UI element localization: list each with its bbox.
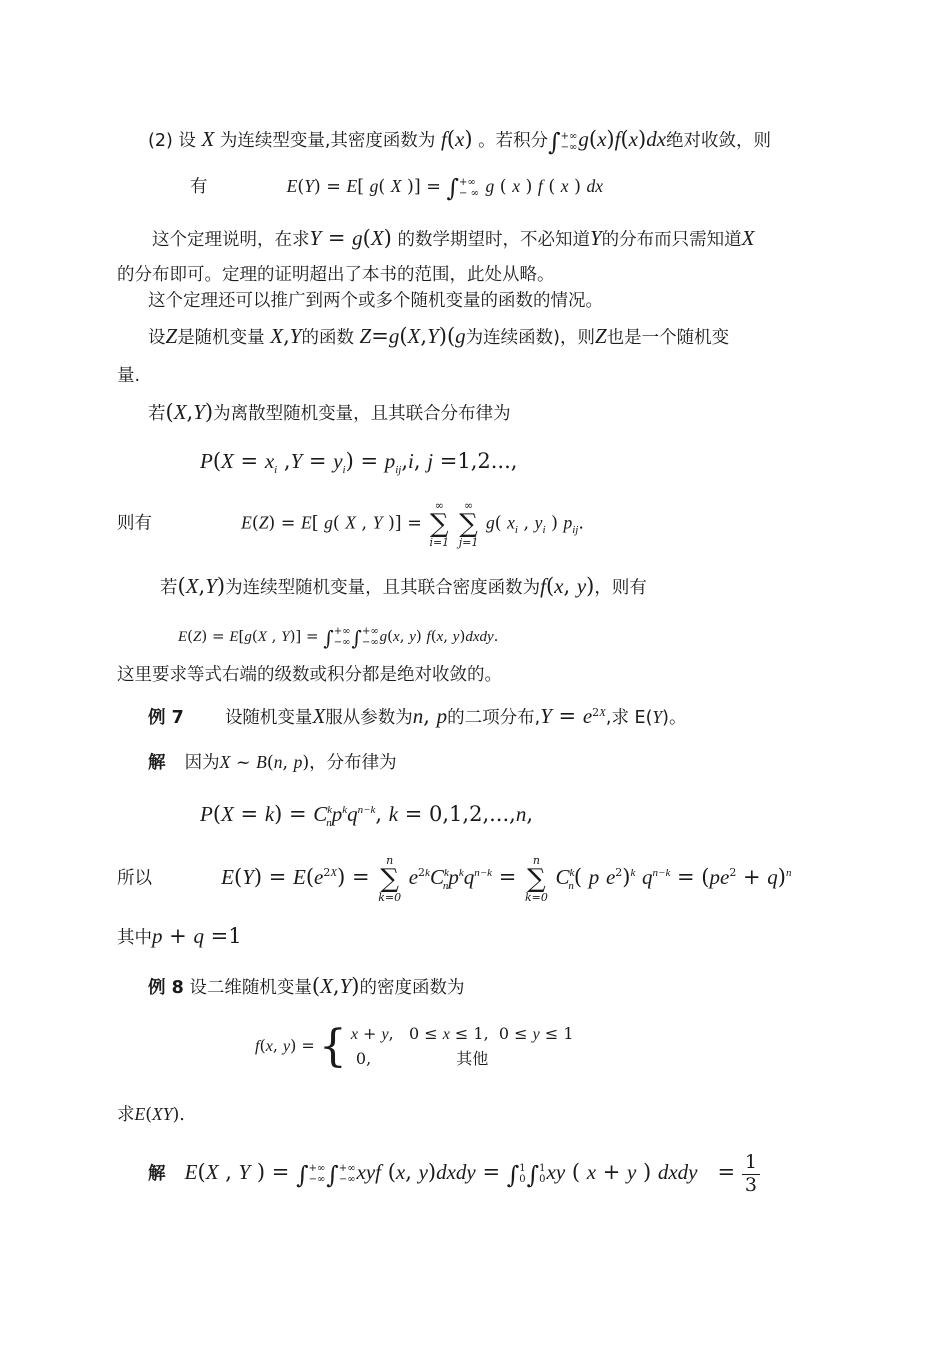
function-of-two-variables: 设Z是随机变量 X,Y的函数 Z=g(X,Y)(g为连续函数)，则Z也是一个随机变 [148, 324, 730, 348]
expectation-formula-continuous: 有 E(Y) = E[ g( X )] = ∫ +∞ − ∞ g ( x ) f ( x ) dx [190, 174, 604, 202]
joint-distribution-formula: $P(X = x_i$ $,Y = y_i) = p_{ij},i$, j =1,2..., [200, 449, 518, 477]
paragraph-text: 量. [117, 366, 141, 386]
piecewise-density-formula: f(x, y) = { x + y, 0 ≤ x ≤ 1, 0 ≤ y ≤ 1 0, 其他 [255, 1020, 574, 1072]
solution-7: 解 因为X ~ B(n, p)，分布律为 [148, 752, 397, 773]
paragraph-text: 这里要求等式右端的级数或积分都是绝对收敛的。 [117, 665, 502, 685]
theorem-part-2: (2) 设 X 为连续型变量,其密度函数为 f(x) 。若积分∫ +∞ −∞ g(x)f(x)dx绝对收敛，则 [148, 127, 772, 156]
solution-label: 解 [148, 753, 166, 773]
continuous-case-intro: 若(X,Y)为连续型随机变量，且其联合密度函数为f(x, y)，则有 [160, 574, 647, 598]
example-7: 例 7 设随机变量X服从参数为n, p的二项分布$,Y = e^{2X}$,求 E(Y)。 [148, 704, 687, 728]
question-e-xy: 求E(XY). [117, 1104, 185, 1125]
discrete-case-intro: 若(X,Y)为离散型随机变量，且其联合分布律为 [148, 400, 511, 424]
binomial-distribution-formula: $P(X = k) = C^k_np^kq^{n-k}$, k = 0,1,2,...,n, [200, 802, 534, 830]
condition-p-plus-q: 其中p + q =1 [117, 924, 242, 948]
solution-8-formula: 解 E(X , Y ) = ∫ +∞ −∞ ∫ +∞ −∞ xyf (x, y)dxdy = ∫ 1 0 ∫ 1 0 xy ( x + y ) dxdy = $\frac{1}{3}$ [148, 1152, 760, 1197]
paragraph-text: 的分布即可。定理的证明超出了本书的范围，此处从略。 [117, 265, 555, 285]
continuous-expectation-formula: E(Z) = E[g(X , Y)] = ∫ +∞ −∞ ∫ +∞ −∞ g(x, y) f(x, y)dxdy. [178, 626, 499, 650]
example-label: 例 7 [148, 708, 184, 728]
example-8: 例 8 设二维随机变量(X,Y)的密度函数为 [148, 974, 465, 998]
example-label: 例 8 [148, 978, 184, 998]
expectation-result-formula: 所以 $E(Y) = E(e^{2X})$ = n ∑ k=0 $e^{2k}C^k_np^kq^{n-k}$ = n ∑ k=0 $C^k_n$( p $e^2)^k$ $q^{n-k} = (pe^2 + q)^n$ [117, 854, 792, 904]
solution-label: 解 [148, 1163, 166, 1184]
theorem-explanation: 这个定理说明，在求Y = g(X) 的数学期望时，不必知道Y的分布而只需知道X [152, 226, 755, 250]
discrete-expectation-formula: 则有 E(Z) = E[ g( X , Y )] = ∞ ∑ i=1 ∞ ∑ j=1 g( $x_i$ , $y_i$ ) $p_{ij}$. [117, 499, 584, 549]
paragraph-text: 这个定理还可以推广到两个或多个随机变量的函数的情况。 [148, 291, 603, 311]
